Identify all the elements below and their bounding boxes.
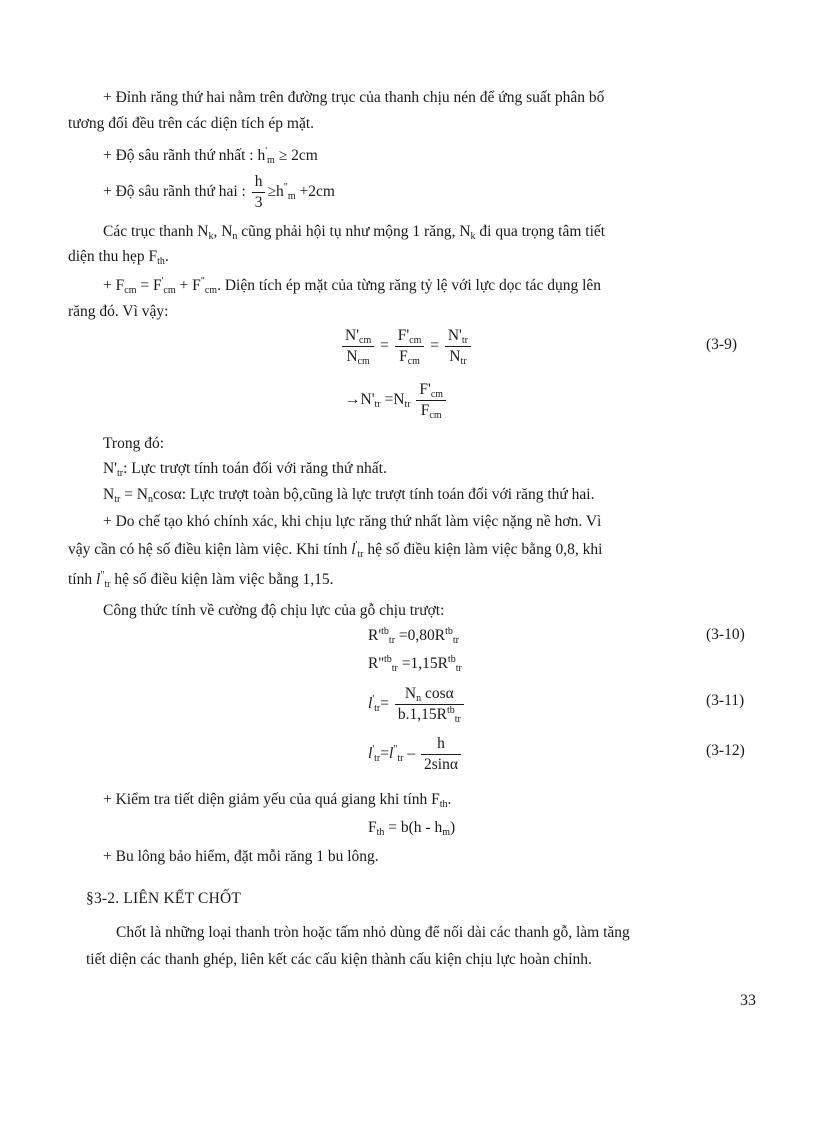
text: diện thu hẹp F: [68, 248, 158, 265]
para-1-line-1: [103, 88, 604, 107]
label: + Độ sâu rãnh thứ hai :: [103, 183, 246, 201]
equation-number-3-11: (3-11): [706, 692, 745, 709]
label: + Độ sâu rãnh thứ nhất :: [103, 147, 254, 164]
text: răng đó. Vì vậy:: [68, 303, 169, 320]
text: tiết diện các thanh ghép, liên kết các cấu kiện thành cấu kiện chịu lực hoàn chỉnh.: [86, 951, 592, 968]
text: : Lực trượt tính toán đối với răng thứ nhất.: [123, 460, 387, 477]
trong-do-label: [103, 434, 164, 453]
text: tính: [68, 571, 93, 588]
text: hệ số điều kiện làm việc bằng 0,8, khi: [367, 541, 603, 558]
text: §3-2. LIÊN KẾT CHỐT: [86, 890, 242, 907]
formula-rhs: +2cm: [299, 183, 335, 201]
text: , N: [213, 223, 233, 240]
equation-n-tr-prime: $\to N'_{tr} =N_{tr}$ $\frac{F'_{cm}}{F_{cm}}$: [345, 380, 448, 421]
text: + Đỉnh răng thứ hai nằm trên đường trục của thanh chịu nén để ứng suất phân bố: [103, 89, 605, 106]
groove-depth-2: + Độ sâu rãnh thứ hai : $\frac{h}{3}$ $\ge h^"_m +2cm$: [103, 172, 335, 213]
formula-rhs: =1,15R: [401, 655, 448, 672]
equation-number-3-12: (3-12): [706, 742, 745, 759]
equation-f-th: $F_{th} = b(h - h_m)$: [368, 819, 456, 838]
text: hệ số điều kiện làm việc bằng 1,15.: [114, 571, 334, 588]
equation-number-3-9: (3-9): [706, 336, 737, 353]
groove-depth-1: [103, 146, 318, 165]
formula-rhs: =0,80R: [398, 627, 446, 644]
para-5: [103, 601, 444, 620]
para-2-line-1: Các trục thanh $N_k$, $N_n$ cũng phải hội tụ như mộng 1 răng, $N_k$ đi qua trọng tâm tiết: [103, 223, 606, 242]
text: đi qua trọng tâm tiết: [475, 223, 606, 240]
equation-number-3-10: (3-10): [706, 626, 745, 643]
fraction: $\frac{N'_{tr}}{N_{tr}}$: [445, 326, 471, 367]
text: vậy cần có hệ số điều kiện làm việc. Khi tính: [68, 541, 348, 558]
denominator: 2sinα: [424, 756, 458, 774]
formula-rhs: = b(h - h: [388, 819, 443, 836]
numerator: cosα: [424, 685, 454, 702]
para-2-line-2: diện thu hẹp $F_{th}$.: [68, 248, 169, 267]
page-number: 33: [740, 992, 756, 1009]
equals: =: [380, 337, 389, 355]
denominator: b.1,15R: [397, 706, 447, 724]
para-6: + Kiểm tra tiết diện giảm yếu của quá giang khi tính $F_{th}$.: [103, 791, 452, 810]
equation-3-9: [340, 326, 473, 367]
text: . Diện tích ép mặt của từng răng tỷ lệ với lực dọc tác dụng lên: [217, 277, 602, 294]
para-7: [103, 847, 379, 866]
para-8-line-2: [86, 950, 592, 969]
definition-n-tr-prime: $N'_{tr}$: Lực trượt tính toán đối với răng thứ nhất.: [103, 460, 387, 479]
para-8-line-1: [116, 923, 630, 942]
formula: $h'_m \ge 2cm$: [257, 146, 318, 166]
text: + Do chế tạo khó chính xác, khi chịu lực răng thứ nhất làm việc nặng nề hơn. Vì: [103, 513, 602, 530]
text: Công thức tính về cường độ chịu lực của gỗ chịu trượt:: [103, 602, 445, 619]
equation-3-11: $l'_{tr}=$ $\frac{N_n \cos\alpha}{b.1,15R^{tb}_{tr}}$: [368, 684, 466, 725]
section-heading: [86, 889, 241, 908]
equation-3-10-b: $R''^{tb}_{tr} =1,15R^{tb}_{tr}$: [368, 654, 462, 674]
text: Chốt là những loại thanh tròn hoặc tấm nhỏ dùng để nối dài các thanh gỗ, làm tăng: [116, 924, 630, 941]
numerator: h: [437, 735, 445, 752]
text: tương đối đều trên các diện tích ép mặt.: [68, 115, 315, 132]
fraction: $\frac{F'_{cm}}{F_{cm}}$: [395, 326, 425, 367]
equation-3-12: $l'_{tr}=l^"_{tr}$ – $\frac{h}{2\sin\alpha}$: [368, 734, 463, 775]
text: Trong đó:: [103, 435, 165, 452]
definition-n-tr: $N_{tr} = N_n\cos\alpha$: Lực trượt toàn bộ,cũng là lực trượt tính toán đối với răng thứ hai.: [103, 486, 595, 505]
text: cosα: Lực trượt toàn bộ,cũng là lực trượt tính toán đối với răng thứ hai.: [153, 486, 595, 503]
formula-close: ): [450, 819, 456, 836]
equation-3-10-a: $R'^{tb}_{tr} =0,80R^{tb}_{tr}$: [368, 626, 460, 646]
para-4-line-1: [103, 512, 601, 531]
para-4-line-3: tính $l^"_{tr}$ hệ số điều kiện làm việc bằng 1,15.: [68, 570, 334, 590]
para-3-line-1: + $F_{cm} = F'_{cm} + F^"_{cm}$. Diện tích ép mặt của từng răng tỷ lệ với lực dọc tác dụng lên: [103, 276, 602, 296]
fraction: $\frac{F'_{cm}}{F_{cm}}$: [416, 380, 446, 421]
fraction-h-over-3: $\frac{h}{3}$: [252, 172, 266, 213]
fraction: [421, 734, 461, 775]
text: + Kiểm tra tiết diện giảm yếu của quá giang khi tính F: [103, 791, 440, 808]
fraction: $\frac{N'_{cm}}{N_{cm}}$: [342, 326, 374, 367]
para-3-line-2: [68, 302, 168, 321]
formula-rhs: ≥ 2cm: [278, 147, 318, 164]
text: Các trục thanh N: [103, 223, 209, 240]
equals: =: [430, 337, 439, 355]
para-4-line-2: vậy cần có hệ số điều kiện làm việc. Khi tính $l'_{tr}$ hệ số điều kiện làm việc bằng 0,8, khi: [68, 540, 603, 560]
para-1-line-2: [68, 114, 314, 133]
fraction: $\frac{N_n \cos\alpha}{b.1,15R^{tb}_{tr}}$: [395, 684, 464, 725]
text: + Bu lông bảo hiểm, đặt mỗi răng 1 bu lông.: [103, 848, 379, 865]
text: cũng phải hội tụ như mộng 1 răng, N: [237, 223, 471, 240]
